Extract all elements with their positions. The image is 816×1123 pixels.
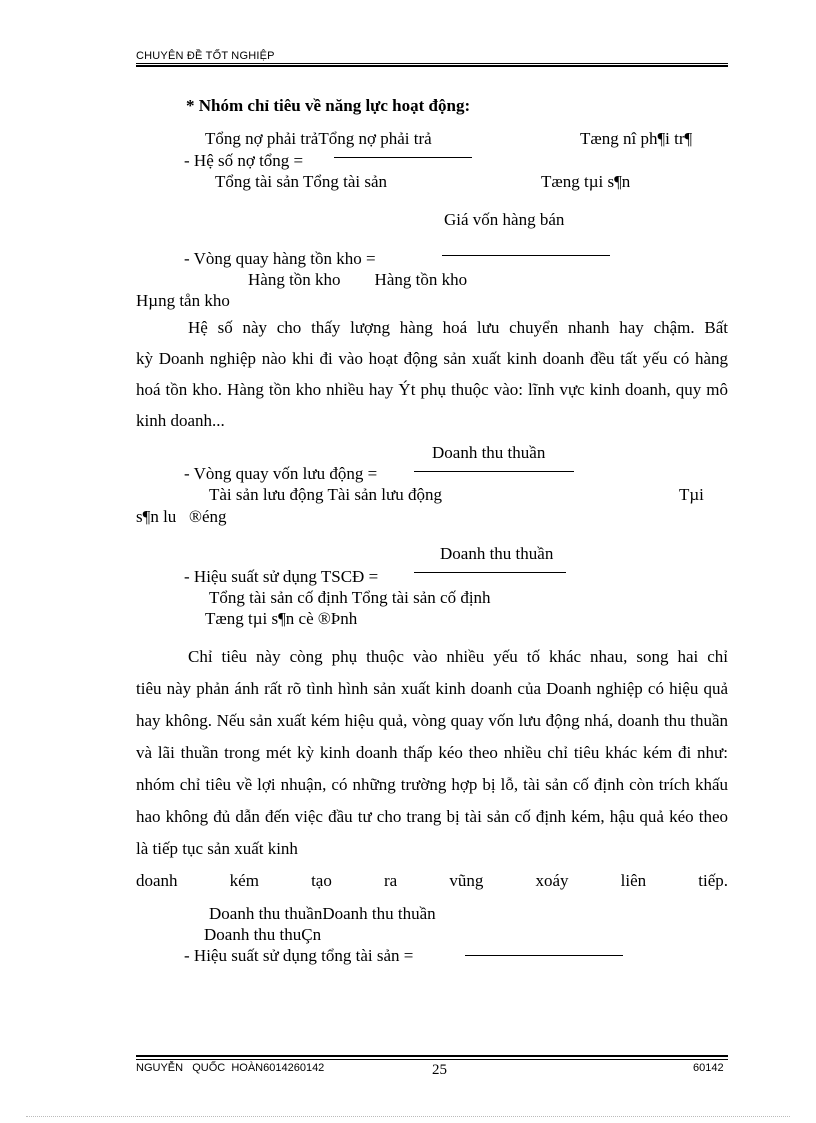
formula5-numerator: Doanh thu thuầnDoanh thu thuần (209, 904, 436, 923)
paragraph-1 (136, 312, 728, 436)
footer-rule-thick (136, 1055, 728, 1057)
formula1-denominator: Tổng tài sản Tổng tài sản (215, 172, 388, 191)
formula1-fraction-line (334, 157, 472, 158)
formula3-label: - Vòng quay vốn lưu động = (184, 464, 378, 483)
formula3-denominator: Tài sản lưu động Tài sản lưu động (209, 485, 442, 504)
header-rule-thick (136, 65, 728, 67)
paragraph-2 (136, 641, 728, 897)
footer-rule-thin (136, 1059, 728, 1060)
formula3-numerator: Doanh thu thuần (432, 443, 546, 462)
formula3-fraction-line (414, 471, 574, 472)
formula4-numerator: Doanh thu thuần (440, 544, 554, 563)
header-title: CHUYÊN ĐỀ TỐT NGHIỆP (136, 50, 275, 62)
formula5-garbled: Doanh thu thuÇn (204, 925, 322, 944)
formula3-garbled-line: s¶n lu ®éng (136, 507, 227, 526)
paragraph-1-body: kỳ Doanh nghiệp nào khi đi vào hoạt động sản xuất kinh doanh đều tất yếu có hàng hoá tồn kho. Hàng tồn kho nhiều hay Ýt phụ thuộc vào: lĩnh vực kinh doanh, quy mô kinh doanh... (136, 349, 728, 430)
formula5-fraction-line (465, 955, 623, 956)
formula2-garbled: Hµng tån kho (136, 291, 230, 310)
header-rule-thin (136, 63, 728, 64)
formula3-garbled-right: Tµi (679, 485, 704, 504)
formula1-label: - Hệ số nợ tổng = (184, 151, 304, 170)
page-number: 25 (432, 1062, 447, 1078)
paragraph-1-first-line: Hệ số này cho thấy lượng hàng hoá lưu chuyển nhanh hay chậm. Bất (188, 318, 728, 337)
footer-author: NGUYỄN QUỐC HOÀN6014260142 (136, 1062, 325, 1074)
formula2-label: - Vòng quay hàng tồn kho = (184, 249, 376, 268)
paragraph-2-last-line: doanh kém tạo ra vũng xoáy liên tiếp. (136, 871, 728, 890)
formula1-numerator: Tổng nợ phải trảTổng nợ phải trả (205, 129, 432, 148)
formula4-garbled: Tæng tµi s¶n cè ®Þnh (205, 609, 358, 628)
formula4-denominator: Tổng tài sản cố định Tổng tài sản cố định (209, 588, 491, 607)
paragraph-2-first-line: Chỉ tiêu này còng phụ thuộc vào nhiều yếu tố khác nhau, song hai chỉ (188, 647, 728, 666)
formula1-numerator-garbled: Tæng nî ph¶i tr¶ (580, 129, 693, 148)
paragraph-2-body: tiêu này phản ánh rất rõ tình hình sản xuất kinh doanh của Doanh nghiệp có hiệu quả hay không. Nếu sản xuất kém hiệu quả, vòng quay vốn lưu động nhá, doanh thu thuần và lãi thuần trong mét kỳ kinh doanh thấp kéo theo nhiều chỉ tiêu khác kém đi như: nhóm chỉ tiêu về lợi nhuận, có những trường hợp bị lỗ, tài sản cố định còn trích khấu hao không đủ dẫn đến việc đầu tư cho trang bị tài sản cố định kém, hậu quả kéo theo là tiếp tục sản xuất kinh (136, 679, 728, 858)
formula2-fraction-line (442, 255, 610, 256)
section-heading: * Nhóm chỉ tiêu về năng lực hoạt động: (186, 96, 471, 115)
formula5-label: - Hiệu suất sử dụng tổng tài sản = (184, 946, 414, 965)
formula4-label: - Hiệu suất sử dụng TSCĐ = (184, 567, 379, 586)
page-edge-dotted-line (26, 1116, 790, 1117)
footer-code: 60142 (693, 1062, 724, 1074)
formula2-denominator: Hàng tồn kho Hàng tồn kho (248, 270, 468, 289)
formula4-fraction-line (414, 572, 566, 573)
formula1-denominator-garbled: Tæng tµi s¶n (541, 172, 631, 191)
formula2-numerator: Giá vốn hàng bán (444, 210, 565, 229)
